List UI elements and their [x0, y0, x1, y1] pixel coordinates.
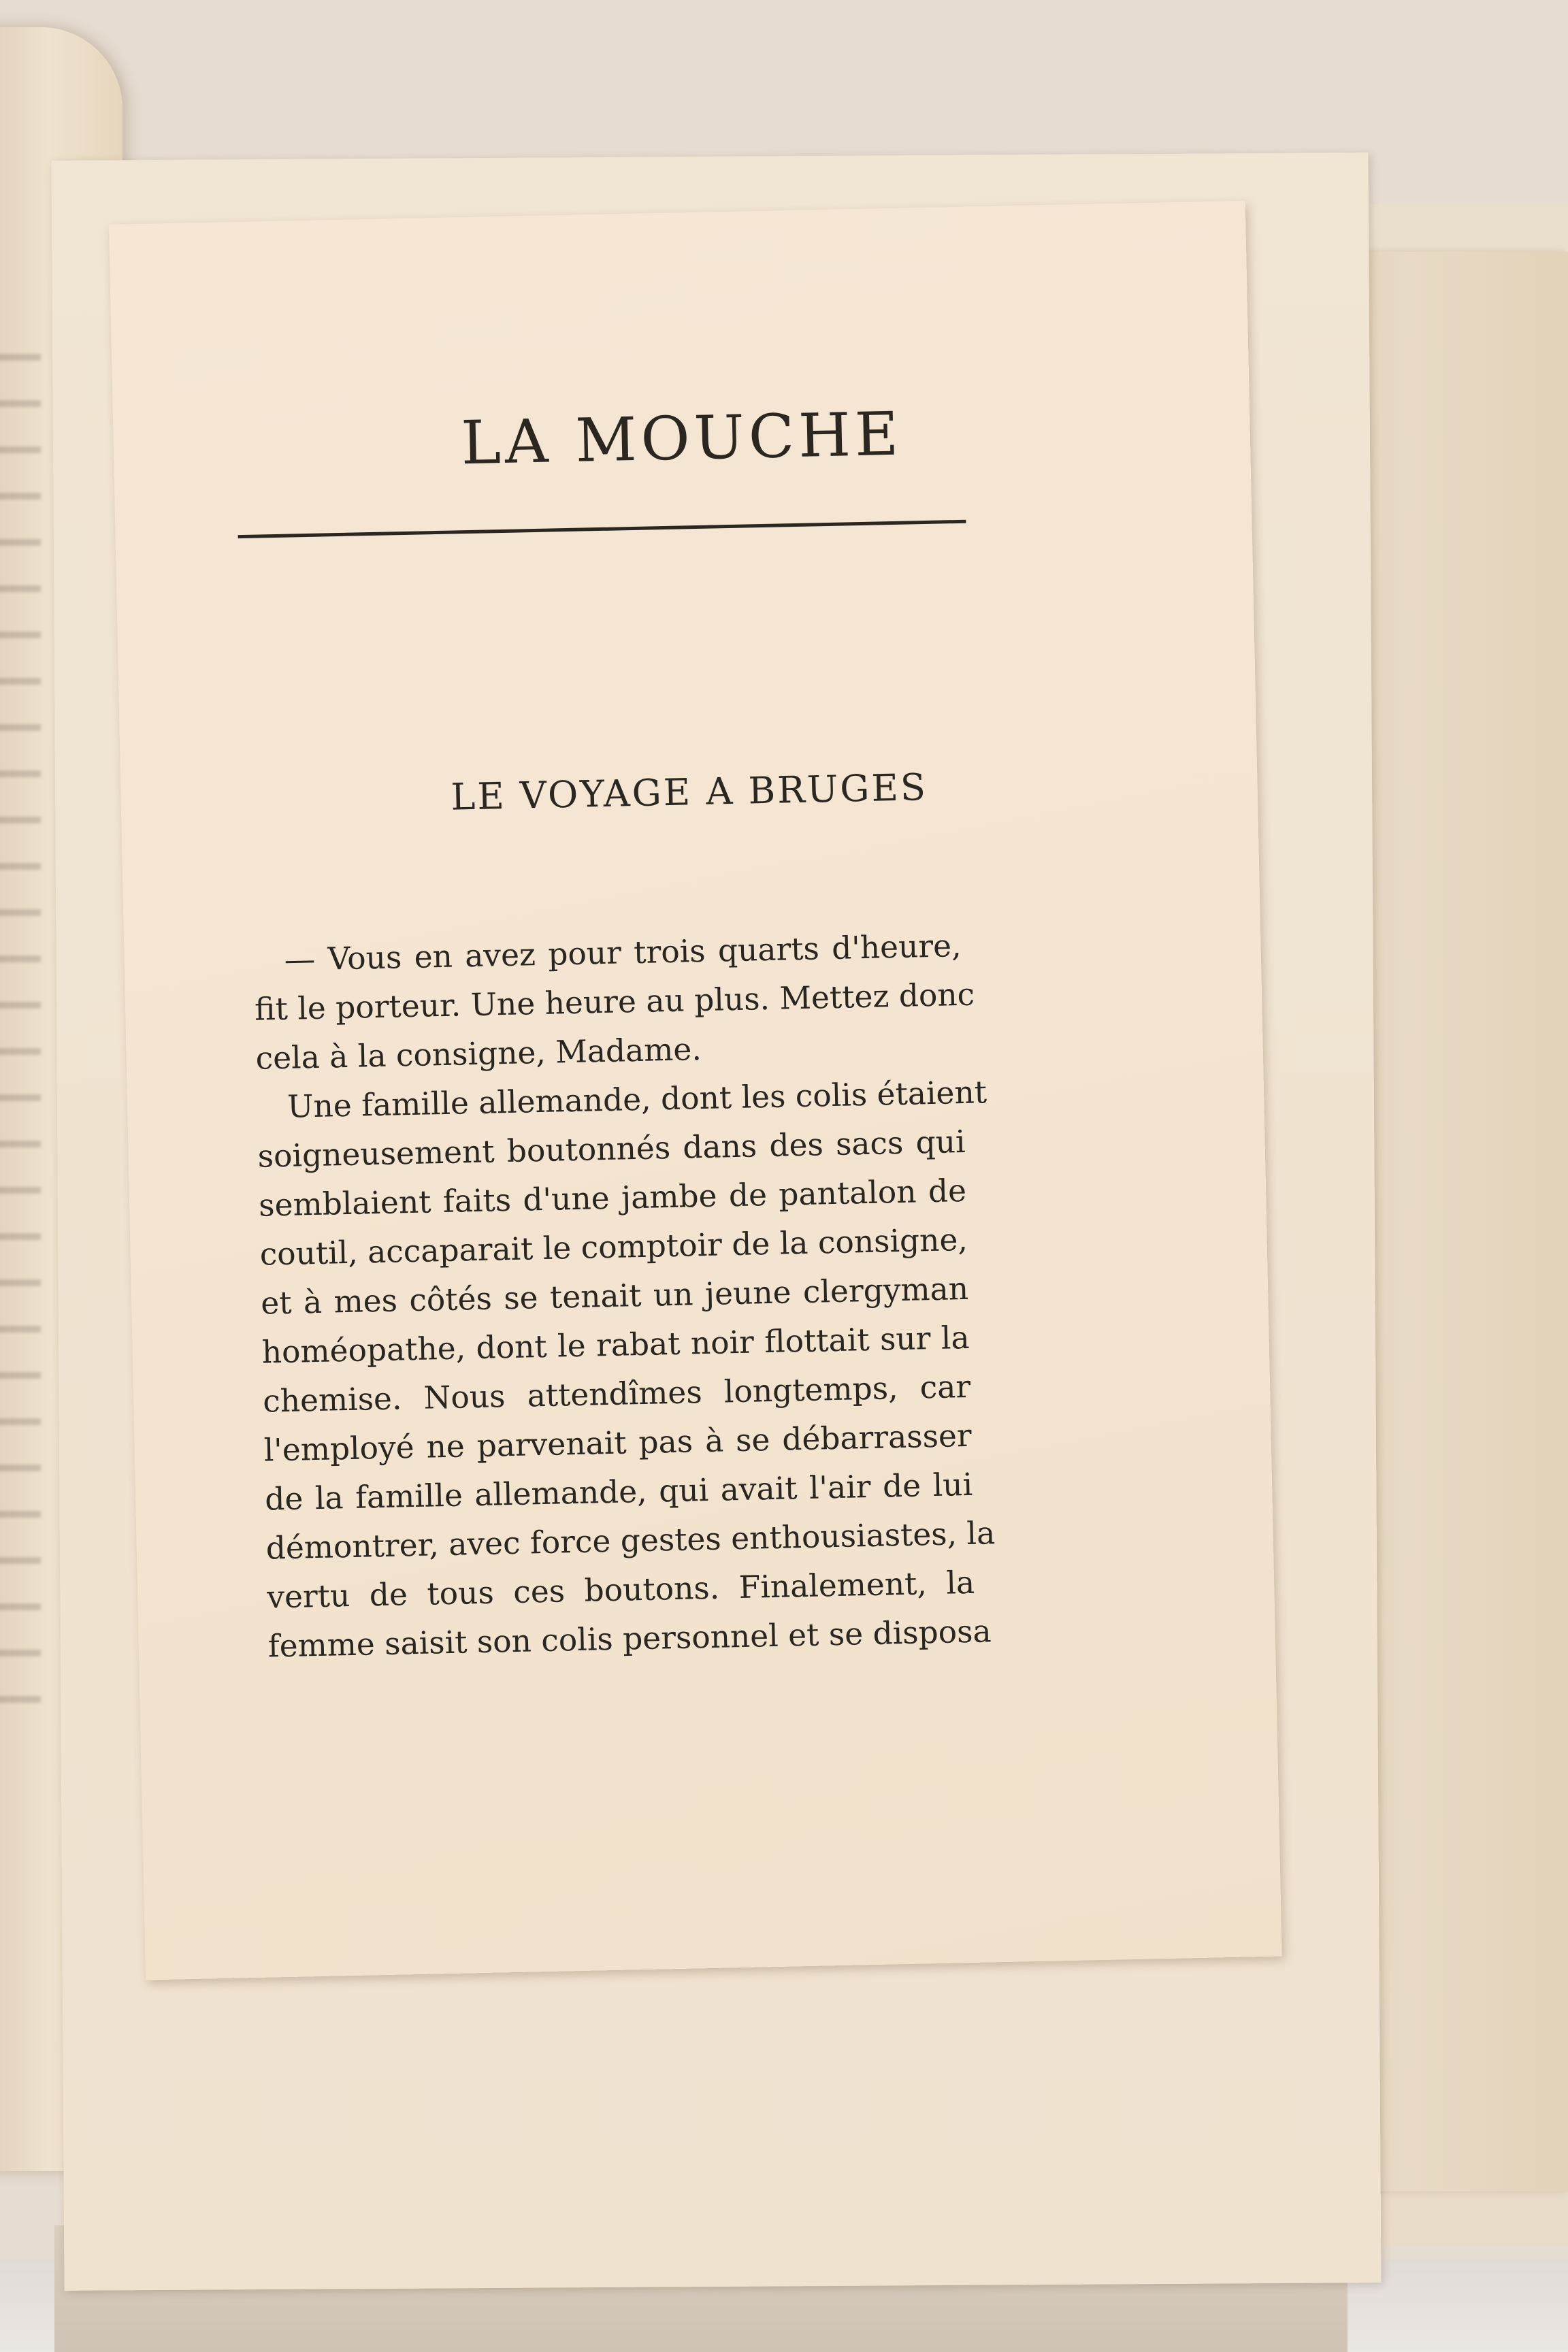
body-text	[253, 921, 996, 1671]
section-title: LE VOYAGE A BRUGES	[450, 765, 928, 819]
text-line: soigneusement boutonnés dans des sacs qui	[257, 1123, 966, 1175]
text-line: cela à la consigne, Madame.	[255, 1031, 702, 1077]
text-line: et à mes côtés se tenait un jeune clergyman	[260, 1270, 969, 1322]
text-line: démontrer, avec force gestes enthousiastes, la	[265, 1515, 996, 1567]
text-line: chemise. Nous attendîmes longtemps, car	[262, 1368, 971, 1420]
text-line: fit le porteur. Une heure au plus. Mettez donc	[254, 976, 975, 1028]
text-line: l'employé ne parvenait pas à se débarrasser	[263, 1417, 973, 1469]
printed-page	[109, 201, 1282, 1980]
text-line: de la famille allemande, qui avait l'air de lui	[264, 1466, 973, 1518]
text-line: homéopathe, dont le rabat noir flottait sur la	[261, 1319, 970, 1371]
text-line: vertu de tous ces boutons. Finalement, la	[266, 1564, 975, 1616]
text-line: femme saisit son colis personnel et se disposa	[267, 1613, 992, 1665]
text-line: coutil, accaparait le comptoir de la consigne,	[259, 1221, 968, 1273]
title-rule	[238, 520, 966, 538]
chapter-title: LA MOUCHE	[460, 398, 904, 478]
text-line: — Vous en avez pour trois quarts d'heure,	[284, 928, 962, 978]
text-line: semblaient faits d'une jambe de pantalon de	[258, 1172, 967, 1224]
left-page-text-blur	[0, 354, 41, 1715]
text-line: Une famille allemande, dont les colis étaient	[287, 1074, 987, 1125]
